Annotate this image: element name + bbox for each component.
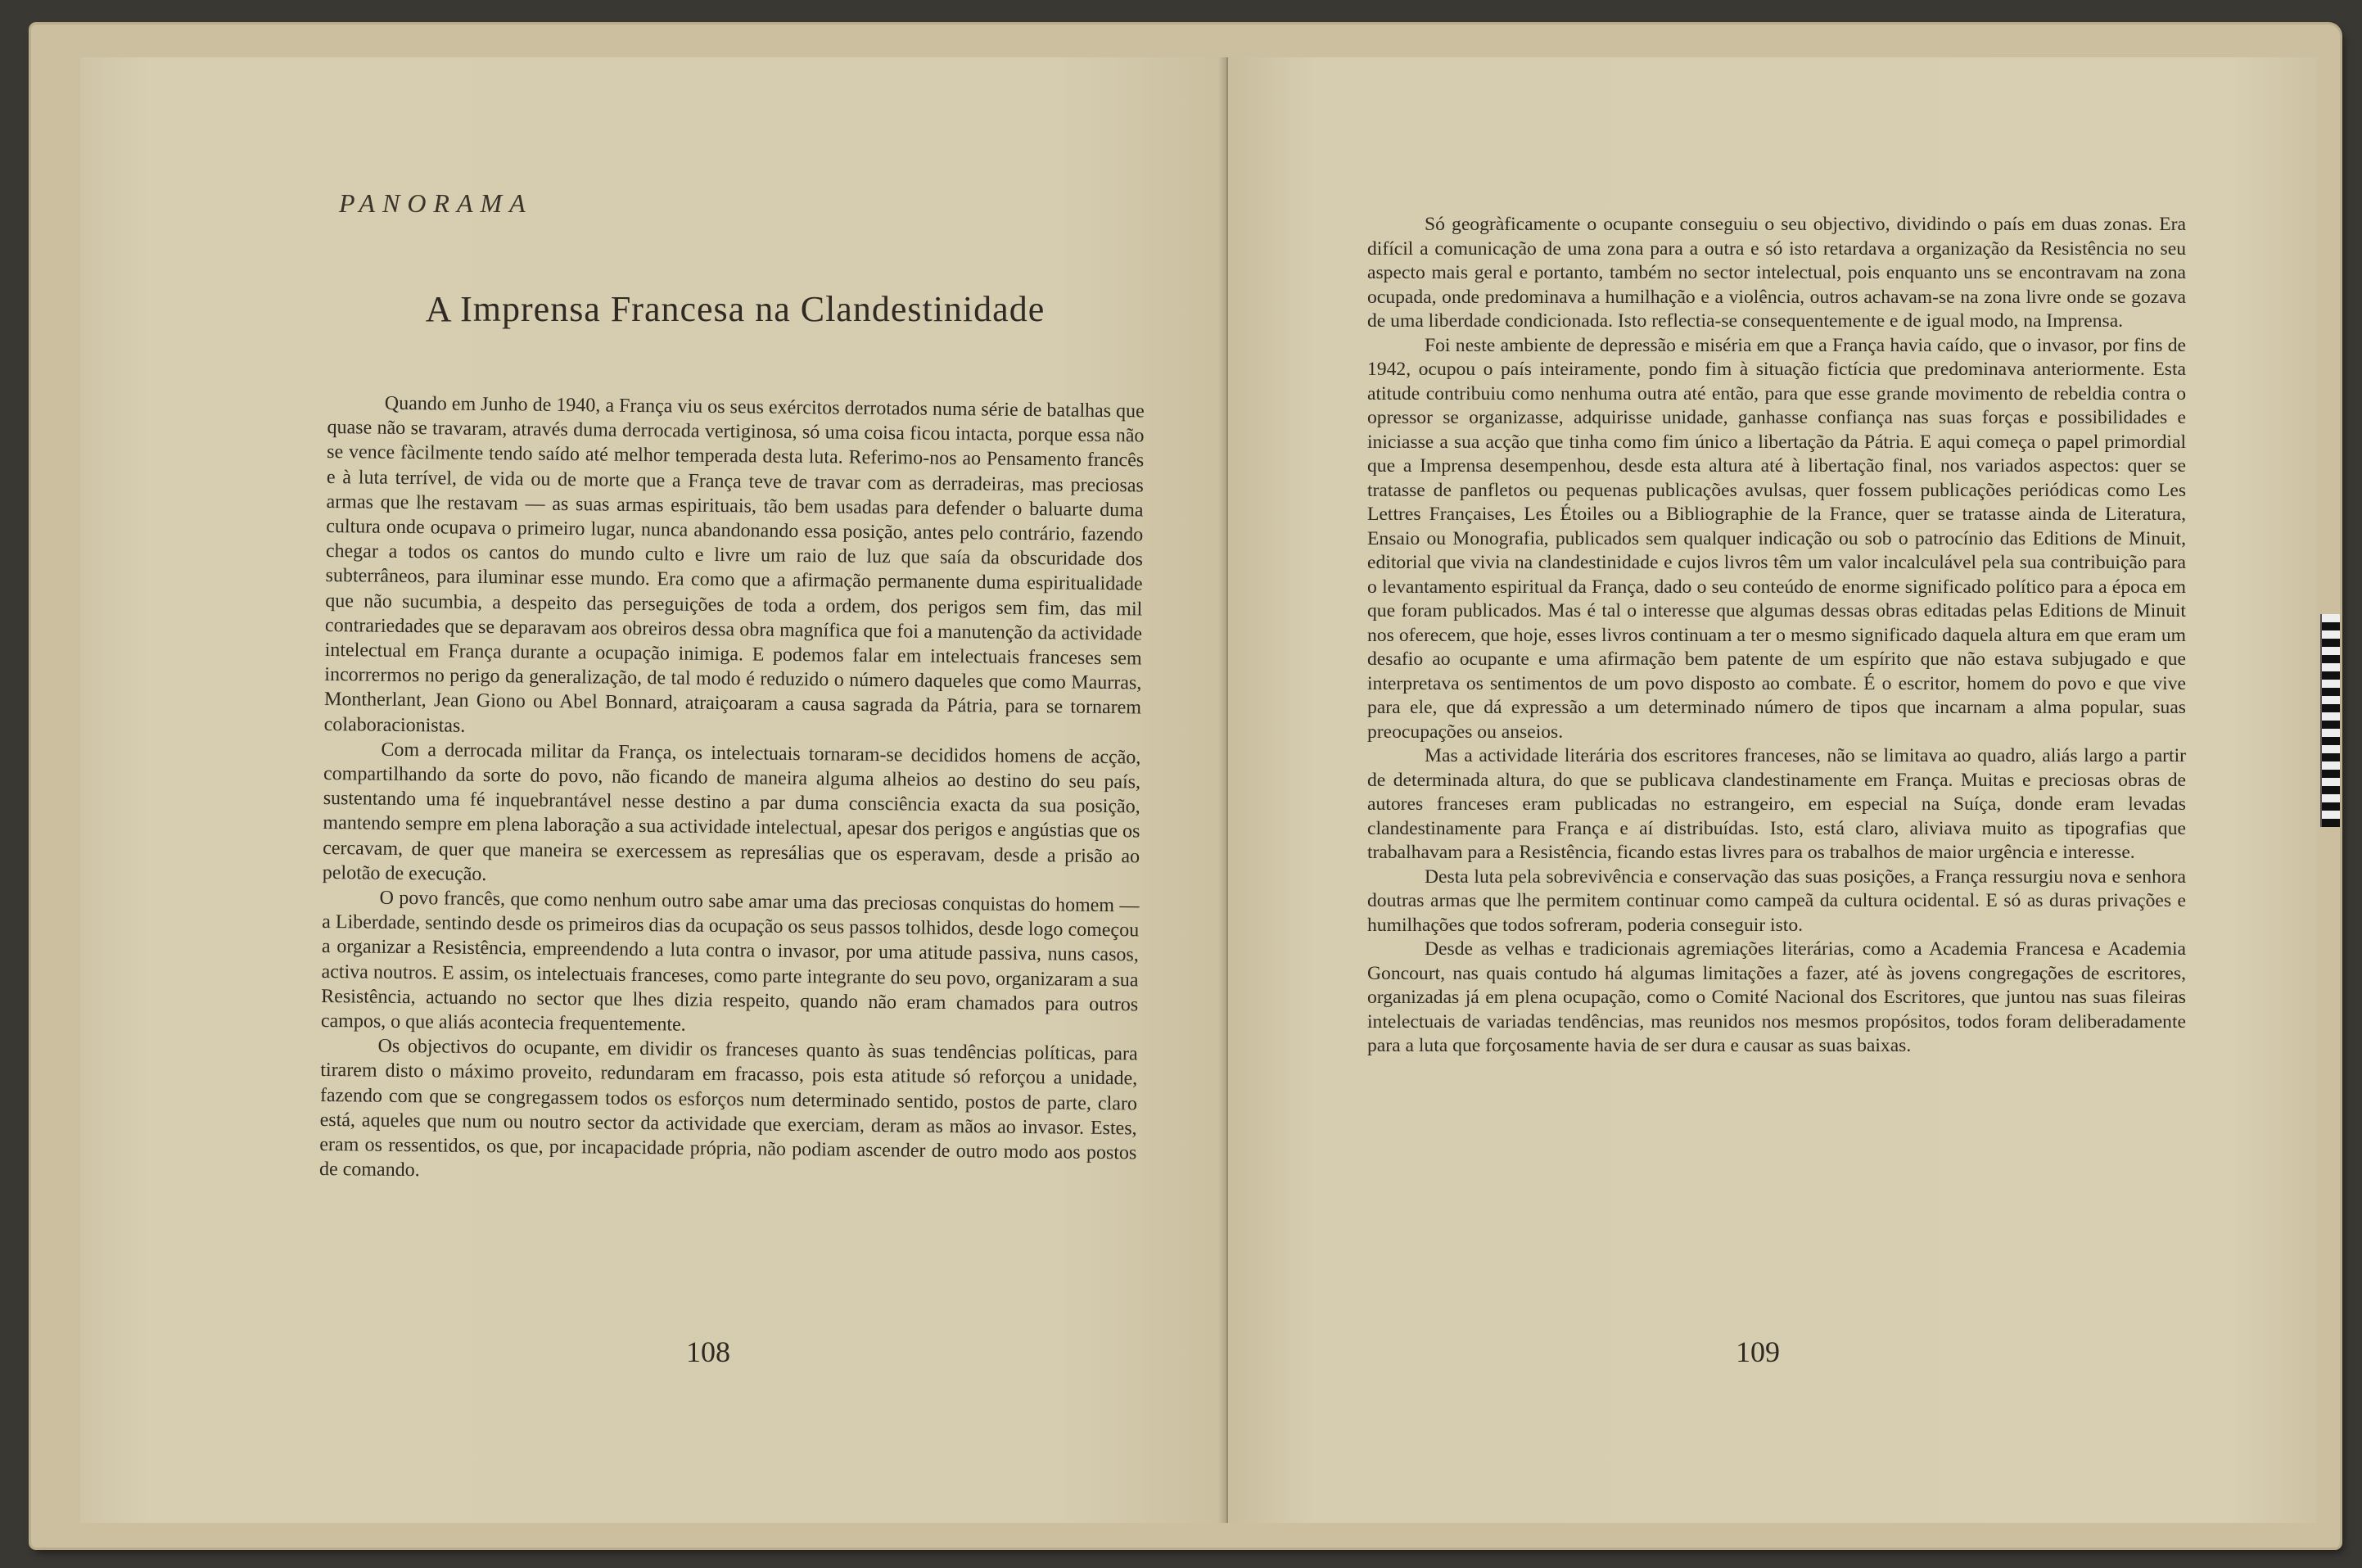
paragraph: Desta luta pela sobrevivência e conservação das suas posições, a França ressurgiu nova e senhora doutras armas que lhe permitem continuar como campeã da cultura ocidental. E só as duras privações e humilhações que todos sofreram, poderia conseguir isto. [1367, 865, 2186, 936]
paragraph: Só geogràficamente o ocupante conseguiu o seu objectivo, dividindo o país em duas zonas. Era difícil a comunicação de uma zona para a outra e só isto retardava a organização da Resistência no seu aspecto mais geral e portanto, também no sector intelectual, pois enquanto uns se encontravam na zona ocupada, onde predominava a humilhação e a violência, outros achavam-se na zona livre onde se gozava de uma liberdade condicionada. Isto reflectia-se consequentemente e de igual modo, na Imprensa. [1367, 214, 2186, 332]
section-heading: PANORAMA [339, 188, 533, 218]
paragraph: Quando em Junho de 1940, a França viu os seus exércitos derrotados numa série de batalhas que quase não se travaram, através duma derrocada vertiginosa, só uma coisa ficou intacta, porque essa não se vence fàcilmente tendo saído até melhor temperada desta luta. Referimo-nos ao Pensamento francês e à luta terrível, de vida ou de morte que a França teve de travar com as derradeiras, mas preciosas armas que lhe restavam — as suas armas espirituais, tão bem usadas para defender o baluarte duma cultura onde ocupava o primeiro lugar, nunca abandonando essa posição, antes pelo contrário, fazendo chegar a todos os cantos do mundo culto e livre um raio de luz que saía da obscuridade dos subterrâneos, para iluminar esse mundo. Era como que a afirmação permanente duma espiritualidade que não sucumbia, a despeito das perseguições de toda a ordem, dos perigos sem fim, das mil contrariedades que se deparavam aos obreiros dessa obra magnífica que foi a manutenção da actividade intelectual em França durante a ocupação inimiga. E podemos falar em intelectuais franceses sem incorrermos no perigo da generalização, de tal modo é reduzido o número daqueles que como Maurras, Montherlant, Jean Giono ou Abel Bonnard, atraiçoaram a causa sagrada da Pátria, para se tornarem colaboracionistas. [323, 392, 1145, 737]
right-page [1228, 57, 2317, 1523]
page-number: 108 [686, 1335, 730, 1368]
page-number: 109 [1736, 1335, 1780, 1368]
paragraph: Desde as velhas e tradicionais agremiações literárias, como a Academia Francesa e Academia Goncourt, nas quais contudo há algumas limitações a fazer, até às jovens congregações de escritores, organizadas já em plena ocupação, como o Comité Nacional dos Escritores, que juntou nas suas fileiras intelectuais de variadas tendências, mas reunidos nos mesmos propósitos, todos foram deliberadamente para a luta que forçosamente havia de ser dura e causar as suas baixas. [1367, 938, 2186, 1056]
paragraph: Os objectivos do ocupante, em dividir os franceses quanto às suas tendências políticas, para tirarem disto o máximo proveito, redundaram em fracasso, pois esta atitude só reforçou a unidade, fazendo com que se congregassem todos os esforços num determinado sentido, postos de parte, claro está, aqueles que num ou noutro sector da actividade que exerciam, deram as mãos ao invasor. Estes, eram os ressentidos, os que, por incapacidade própria, não podiam ascender de outro modo aos postos de comando. [318, 1035, 1138, 1182]
left-page-body [319, 391, 1145, 1191]
right-page-body [1367, 213, 2186, 1059]
article-title: A Imprensa Francesa na Clandestinidade [425, 289, 1046, 329]
paragraph: O povo francês, que como nenhum outro sabe amar uma das preciosas conquistas do homem — a Liberdade, sentindo desde os primeiros dias da ocupação os seus passos tolhidos, desde logo começou a organizar a Resistência, empreendendo a luta contra o invasor, por uma atitude passiva, nuns casos, activa noutros. E assim, os intelectuais franceses, como parte integrante do seu povo, organizaram a sua Resistência, actuando no sector que lhes dizia respeito, quando não eram chamados para outros campos, o que aliás acontecia frequentemente. [320, 887, 1140, 1036]
left-page [80, 57, 1228, 1523]
paragraph: Foi neste ambiente de depressão e miséria em que a França havia caído, que o invasor, por fins de 1942, ocupou o país inteiramente, pondo fim à situação fictícia que predominava anteriormente. Esta atitude contribuiu como nenhuma outra até então, para que esse grande movimento de rebeldia contra o opressor se organizasse, adquirisse unidade, ganhasse confiança nas suas forças e possibilidades e iniciasse a sua acção que tinha como fim único a libertação da Pátria. E aqui começa o papel primordial que a Imprensa desempenhou, desde esta altura até à libertação final, nos variados aspectos: quer se tratasse de panfletos ou pequenas publicações avulsas, quer fossem publicações periódicas como Les Lettres Françaises, Les Étoiles ou a Bibliographie de la France, quer se tratasse ainda de Literatura, Ensaio ou Monografia, publicados sem qualquer indicação ou sob o patrocínio das Editions de Minuit, editorial que vivia na clandestinidade e cujos livros têm um valor incalculável pela sua contribuição para o levantamento espiritual da França, dado o seu conteúdo de enorme significado político para a época em que foram publicados. Mas é tal o interesse que algumas dessas obras editadas pelas Editions de Minuit nos oferecem, que hoje, esses livros continuam a ter o mesmo significado daquela altura em que eram um desafio ao ocupante e uma afirmação bem patente de um espírito que não estava subjugado e que interpretava os sentimentos de um povo disposto ao combate. É o escritor, homem do povo e que vive para ele, que dá expressão a um determinado número de tipos que incarnam a alma popular, suas preocupações ou anseios. [1367, 334, 2186, 743]
paragraph: Mas a actividade literária dos escritores franceses, não se limitava ao quadro, aliás largo a partir de determinada altura, do que se publicava clandestinamente em França. Muitas e preciosas obras de autores franceses eram publicadas no estrangeiro, em especial na Suíça, donde eram levadas clandestinamente para França e aí distribuídas. Isto, está claro, aliviava muito as tipografias que trabalhavam para a Resistência, ficando estas livres para os trabalhos de maior urgência e interesse. [1367, 745, 2186, 863]
paragraph: Com a derrocada militar da França, os intelectuais tornaram-se decididos homens de acção, compartilhando da sorte do povo, não ficando de maneira alguma alheios ao destino do seu país, sustentando uma fé inquebrantável nesse destino a par duma consciência exacta da sua posição, mantendo sempre em plena laboração a sua actividade intelectual, apesar dos perigos e angústias que os cercavam, de quer que maneira se exercessem as represálias que os esperavam, desde a prisão ao pelotão de execução. [322, 739, 1141, 885]
open-book [31, 25, 2340, 1548]
scale-ruler [2320, 614, 2340, 827]
